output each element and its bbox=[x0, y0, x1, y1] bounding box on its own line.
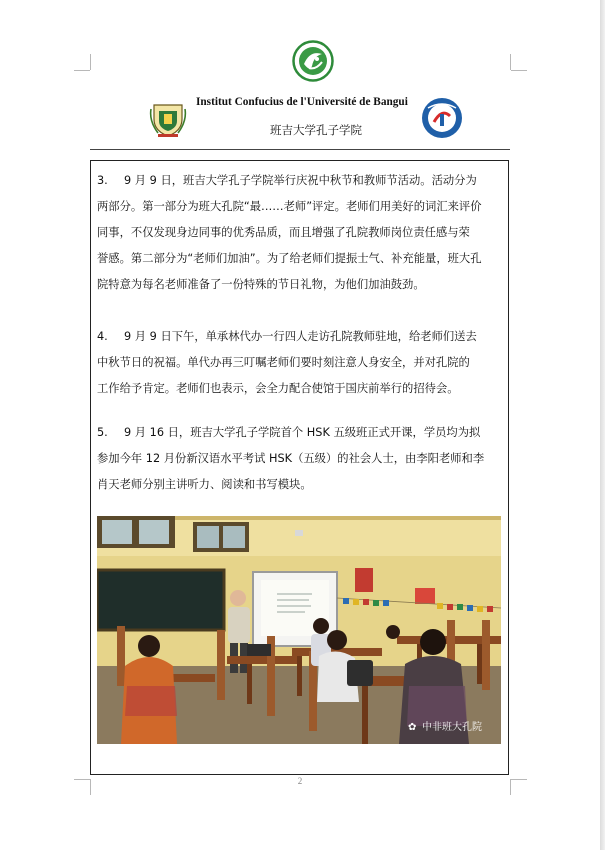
crop-mark bbox=[74, 779, 90, 780]
news-item-3 bbox=[97, 168, 502, 298]
news-item-5 bbox=[97, 420, 502, 498]
item-number: 4. bbox=[97, 330, 108, 343]
paragraph-line: 同事，不仅发现身边同事的优秀品质，而且增强了孔院教师岗位责任感与荣 bbox=[97, 226, 470, 239]
paragraph-line: 工作给予肯定。老师们也表示，会全力配合使馆于国庆前举行的招待会。 bbox=[97, 382, 459, 395]
item-number: 5. bbox=[97, 426, 108, 439]
paragraph-line: 参加今年 12 月份新汉语水平考试 HSK（五级）的社会人士，由李阳老师和李 bbox=[97, 452, 485, 465]
paragraph-line: 誉感。第二部分为“老师们加油”。为了给老师们提振士气、补充能量，班大孔 bbox=[97, 252, 482, 265]
crop-mark bbox=[510, 54, 511, 70]
university-bangui-crest bbox=[148, 101, 188, 139]
institute-name-french: Institut Confucius de l'Université de Bangui bbox=[196, 96, 408, 108]
paragraph-line: 两部分。第一部分为班大孔院“最……老师”评定。老师们用美好的词汇来评价 bbox=[97, 200, 482, 213]
classroom-photo bbox=[97, 516, 501, 744]
paragraph-line: 中秋节日的祝福。单代办再三叮嘱老师们要时刻注意人身安全，并对孔院的 bbox=[97, 356, 470, 369]
crop-mark bbox=[90, 779, 91, 795]
crop-mark bbox=[74, 70, 90, 71]
header-divider bbox=[90, 149, 510, 150]
paragraph-line: 肖天老师分别主讲听力、阅读和书写模块。 bbox=[97, 478, 312, 491]
crop-mark bbox=[90, 54, 91, 70]
institute-name-chinese: 班吉大学孔子学院 bbox=[270, 123, 362, 137]
paragraph-line: 9 月 9 日下午，单承林代办一行四人走访孔院教师驻地，给老师们送去 bbox=[124, 330, 477, 343]
photo-watermark: 中非班大孔院 bbox=[422, 722, 482, 733]
paragraph-line: 9 月 16 日，班吉大学孔子学院首个 HSK 五级班正式开课，学员均为拟 bbox=[124, 426, 481, 439]
crop-mark bbox=[510, 779, 511, 795]
wechat-icon: ✿ bbox=[408, 722, 417, 733]
partner-university-logo bbox=[420, 96, 464, 140]
paragraph-line: 院特意为每名老师准备了一份特殊的节日礼物，为他们加油鼓劲。 bbox=[97, 278, 425, 291]
news-item-4 bbox=[97, 324, 502, 402]
crop-mark bbox=[511, 70, 527, 71]
confucius-institute-logo bbox=[292, 40, 334, 82]
classroom-scene-illustration bbox=[97, 516, 501, 744]
paragraph-line: 9 月 9 日，班吉大学孔子学院举行庆祝中秋节和教师节活动。活动分为 bbox=[124, 174, 477, 187]
crop-mark bbox=[511, 779, 527, 780]
viewer-edge bbox=[600, 0, 605, 850]
item-number: 3. bbox=[97, 174, 108, 187]
page-number: 2 bbox=[297, 776, 303, 786]
